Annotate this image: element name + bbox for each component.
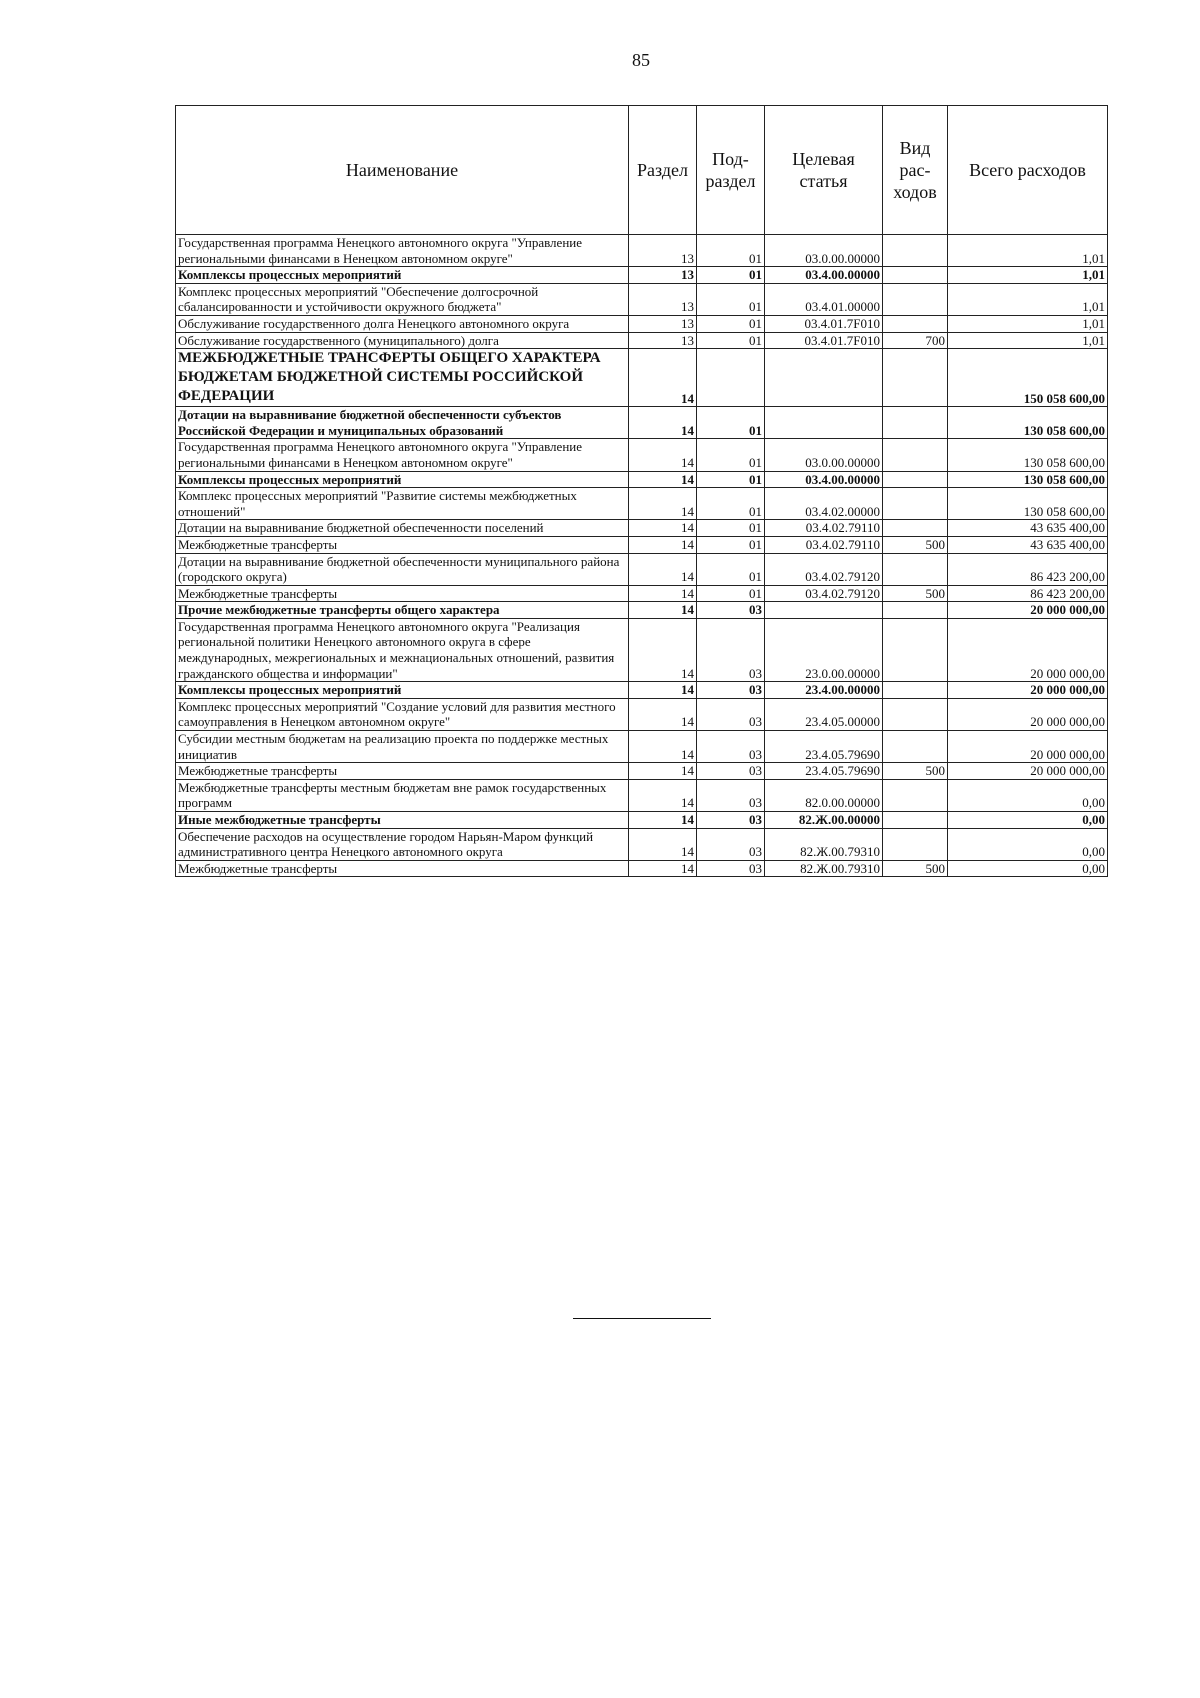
cell-target: 23.4.05.79690 bbox=[765, 731, 883, 763]
cell-section: 14 bbox=[629, 439, 697, 471]
cell-subsection bbox=[697, 349, 765, 407]
cell-total: 43 635 400,00 bbox=[948, 536, 1108, 553]
header-target: Целевая статья bbox=[765, 106, 883, 235]
cell-name: Межбюджетные трансферты bbox=[176, 763, 629, 780]
closing-rule bbox=[573, 1318, 711, 1319]
cell-section: 14 bbox=[629, 763, 697, 780]
cell-subsection: 01 bbox=[697, 553, 765, 585]
table-row bbox=[176, 267, 1108, 284]
cell-total: 0,00 bbox=[948, 828, 1108, 860]
table-row bbox=[176, 828, 1108, 860]
cell-total: 1,01 bbox=[948, 235, 1108, 267]
cell-subsection: 03 bbox=[697, 860, 765, 877]
table-row bbox=[176, 553, 1108, 585]
cell-total: 20 000 000,00 bbox=[948, 618, 1108, 681]
cell-target: 23.0.00.00000 bbox=[765, 618, 883, 681]
cell-subsection: 01 bbox=[697, 235, 765, 267]
cell-subsection: 03 bbox=[697, 763, 765, 780]
cell-name: Комплекс процессных мероприятий "Создание условий для развития местного самоуправления в Ненецком автономном округе" bbox=[176, 698, 629, 730]
cell-kind: 500 bbox=[883, 860, 948, 877]
cell-kind bbox=[883, 553, 948, 585]
cell-subsection: 03 bbox=[697, 682, 765, 699]
cell-name: Межбюджетные трансферты bbox=[176, 585, 629, 602]
cell-kind bbox=[883, 267, 948, 284]
cell-section: 13 bbox=[629, 332, 697, 349]
cell-kind bbox=[883, 618, 948, 681]
cell-kind bbox=[883, 315, 948, 332]
cell-section: 14 bbox=[629, 407, 697, 439]
cell-kind bbox=[883, 520, 948, 537]
cell-name: Комплекс процессных мероприятий "Развитие системы межбюджетных отношений" bbox=[176, 488, 629, 520]
cell-total: 0,00 bbox=[948, 812, 1108, 829]
cell-target: 03.4.02.79120 bbox=[765, 585, 883, 602]
cell-section: 14 bbox=[629, 860, 697, 877]
cell-name: Дотации на выравнивание бюджетной обеспеченности субъектов Российской Федерации и муниципальных образований bbox=[176, 407, 629, 439]
cell-subsection: 03 bbox=[697, 602, 765, 619]
cell-kind bbox=[883, 349, 948, 407]
cell-target: 03.4.01.7F010 bbox=[765, 332, 883, 349]
cell-section: 14 bbox=[629, 349, 697, 407]
table-row bbox=[176, 618, 1108, 681]
table-row bbox=[176, 471, 1108, 488]
cell-section: 14 bbox=[629, 828, 697, 860]
cell-name: Межбюджетные трансферты bbox=[176, 536, 629, 553]
page-number: 85 bbox=[632, 50, 650, 70]
header-name: Наименование bbox=[176, 106, 629, 235]
cell-subsection: 03 bbox=[697, 618, 765, 681]
cell-section: 14 bbox=[629, 520, 697, 537]
cell-kind bbox=[883, 235, 948, 267]
cell-section: 14 bbox=[629, 488, 697, 520]
cell-subsection: 03 bbox=[697, 779, 765, 811]
cell-subsection: 01 bbox=[697, 407, 765, 439]
cell-section: 13 bbox=[629, 283, 697, 315]
cell-total: 130 058 600,00 bbox=[948, 407, 1108, 439]
cell-subsection: 01 bbox=[697, 520, 765, 537]
cell-subsection: 03 bbox=[697, 698, 765, 730]
cell-total: 0,00 bbox=[948, 779, 1108, 811]
cell-kind bbox=[883, 488, 948, 520]
cell-target: 03.4.02.00000 bbox=[765, 488, 883, 520]
table-row bbox=[176, 283, 1108, 315]
cell-target: 23.4.05.00000 bbox=[765, 698, 883, 730]
cell-subsection: 01 bbox=[697, 471, 765, 488]
cell-name: Комплексы процессных мероприятий bbox=[176, 682, 629, 699]
cell-kind bbox=[883, 407, 948, 439]
cell-total: 130 058 600,00 bbox=[948, 439, 1108, 471]
cell-subsection: 01 bbox=[697, 332, 765, 349]
cell-section: 14 bbox=[629, 698, 697, 730]
table-row bbox=[176, 698, 1108, 730]
cell-section: 14 bbox=[629, 602, 697, 619]
cell-kind bbox=[883, 471, 948, 488]
cell-total: 86 423 200,00 bbox=[948, 585, 1108, 602]
cell-target bbox=[765, 349, 883, 407]
cell-kind: 500 bbox=[883, 536, 948, 553]
cell-kind: 500 bbox=[883, 585, 948, 602]
cell-target: 82.0.00.00000 bbox=[765, 779, 883, 811]
table-row bbox=[176, 763, 1108, 780]
cell-total: 150 058 600,00 bbox=[948, 349, 1108, 407]
table-row bbox=[176, 315, 1108, 332]
cell-kind: 700 bbox=[883, 332, 948, 349]
cell-section: 14 bbox=[629, 731, 697, 763]
cell-name: Обслуживание государственного (муниципального) долга bbox=[176, 332, 629, 349]
cell-kind bbox=[883, 439, 948, 471]
cell-total: 0,00 bbox=[948, 860, 1108, 877]
cell-subsection: 01 bbox=[697, 267, 765, 284]
cell-target: 03.0.00.00000 bbox=[765, 439, 883, 471]
cell-section: 14 bbox=[629, 682, 697, 699]
cell-name: Государственная программа Ненецкого автономного округа "Реализация региональной политики Ненецкого автономного округа в сфере международных, межрегиональных и межнациональных отношений, развития гражданского общества и информации" bbox=[176, 618, 629, 681]
cell-total: 1,01 bbox=[948, 267, 1108, 284]
header-kind: Вид рас-ходов bbox=[883, 106, 948, 235]
header-subsection: Под-раздел bbox=[697, 106, 765, 235]
cell-section: 14 bbox=[629, 536, 697, 553]
cell-section: 14 bbox=[629, 618, 697, 681]
cell-target: 03.4.02.79110 bbox=[765, 520, 883, 537]
cell-name: Межбюджетные трансферты местным бюджетам вне рамок государственных программ bbox=[176, 779, 629, 811]
cell-kind: 500 bbox=[883, 763, 948, 780]
cell-total: 20 000 000,00 bbox=[948, 682, 1108, 699]
cell-total: 1,01 bbox=[948, 283, 1108, 315]
cell-subsection: 01 bbox=[697, 585, 765, 602]
cell-name: Иные межбюджетные трансферты bbox=[176, 812, 629, 829]
table-row bbox=[176, 349, 1108, 407]
cell-section: 14 bbox=[629, 471, 697, 488]
table-row bbox=[176, 235, 1108, 267]
cell-name: Обслуживание государственного долга Ненецкого автономного округа bbox=[176, 315, 629, 332]
cell-total: 20 000 000,00 bbox=[948, 763, 1108, 780]
cell-kind bbox=[883, 682, 948, 699]
cell-target: 82.Ж.00.79310 bbox=[765, 828, 883, 860]
cell-target: 23.4.05.79690 bbox=[765, 763, 883, 780]
cell-name: Комплексы процессных мероприятий bbox=[176, 471, 629, 488]
table-row bbox=[176, 439, 1108, 471]
budget-table bbox=[175, 105, 1108, 877]
cell-total: 130 058 600,00 bbox=[948, 488, 1108, 520]
cell-kind bbox=[883, 283, 948, 315]
table-row bbox=[176, 536, 1108, 553]
cell-target: 03.4.00.00000 bbox=[765, 267, 883, 284]
cell-subsection: 01 bbox=[697, 536, 765, 553]
header-row bbox=[176, 106, 1108, 235]
table-row bbox=[176, 488, 1108, 520]
cell-subsection: 03 bbox=[697, 812, 765, 829]
cell-name: Государственная программа Ненецкого автономного округа "Управление региональными финансами в Ненецком автономном округе" bbox=[176, 235, 629, 267]
cell-name: Комплексы процессных мероприятий bbox=[176, 267, 629, 284]
cell-name: Межбюджетные трансферты bbox=[176, 860, 629, 877]
table-row bbox=[176, 332, 1108, 349]
cell-subsection: 01 bbox=[697, 439, 765, 471]
cell-target: 82.Ж.00.79310 bbox=[765, 860, 883, 877]
cell-subsection: 01 bbox=[697, 488, 765, 520]
header-total: Всего расходов bbox=[948, 106, 1108, 235]
cell-name: Обеспечение расходов на осуществление городом Нарьян-Маром функций административного центра Ненецкого автономного округа bbox=[176, 828, 629, 860]
cell-kind bbox=[883, 731, 948, 763]
cell-section: 14 bbox=[629, 553, 697, 585]
cell-section: 13 bbox=[629, 267, 697, 284]
cell-name: МЕЖБЮДЖЕТНЫЕ ТРАНСФЕРТЫ ОБЩЕГО ХАРАКТЕРА БЮДЖЕТАМ БЮДЖЕТНОЙ СИСТЕМЫ РОССИЙСКОЙ ФЕДЕРАЦИИ bbox=[176, 349, 629, 407]
cell-section: 13 bbox=[629, 315, 697, 332]
cell-section: 14 bbox=[629, 779, 697, 811]
cell-kind bbox=[883, 698, 948, 730]
cell-total: 86 423 200,00 bbox=[948, 553, 1108, 585]
cell-target: 23.4.00.00000 bbox=[765, 682, 883, 699]
table-row bbox=[176, 602, 1108, 619]
cell-target: 82.Ж.00.00000 bbox=[765, 812, 883, 829]
cell-target bbox=[765, 602, 883, 619]
cell-total: 1,01 bbox=[948, 332, 1108, 349]
cell-total: 130 058 600,00 bbox=[948, 471, 1108, 488]
cell-section: 14 bbox=[629, 812, 697, 829]
cell-total: 20 000 000,00 bbox=[948, 731, 1108, 763]
cell-name: Прочие межбюджетные трансферты общего характера bbox=[176, 602, 629, 619]
table-row bbox=[176, 682, 1108, 699]
cell-name: Государственная программа Ненецкого автономного округа "Управление региональными финансами в Ненецком автономном округе" bbox=[176, 439, 629, 471]
cell-target: 03.4.01.00000 bbox=[765, 283, 883, 315]
table-row bbox=[176, 812, 1108, 829]
cell-kind bbox=[883, 828, 948, 860]
cell-section: 14 bbox=[629, 585, 697, 602]
table-row bbox=[176, 860, 1108, 877]
cell-subsection: 01 bbox=[697, 315, 765, 332]
cell-name: Дотации на выравнивание бюджетной обеспеченности муниципального района (городского округа) bbox=[176, 553, 629, 585]
cell-section: 13 bbox=[629, 235, 697, 267]
cell-total: 20 000 000,00 bbox=[948, 698, 1108, 730]
cell-subsection: 01 bbox=[697, 283, 765, 315]
cell-target: 03.4.02.79110 bbox=[765, 536, 883, 553]
cell-name: Субсидии местным бюджетам на реализацию проекта по поддержке местных инициатив bbox=[176, 731, 629, 763]
cell-name: Комплекс процессных мероприятий "Обеспечение долгосрочной сбалансированности и устойчивости окружного бюджета" bbox=[176, 283, 629, 315]
table-row bbox=[176, 585, 1108, 602]
table-row bbox=[176, 731, 1108, 763]
cell-target: 03.4.02.79120 bbox=[765, 553, 883, 585]
header-section: Раздел bbox=[629, 106, 697, 235]
table-row bbox=[176, 407, 1108, 439]
cell-total: 1,01 bbox=[948, 315, 1108, 332]
table-row bbox=[176, 520, 1108, 537]
cell-subsection: 03 bbox=[697, 731, 765, 763]
cell-target: 03.4.00.00000 bbox=[765, 471, 883, 488]
cell-target: 03.4.01.7F010 bbox=[765, 315, 883, 332]
cell-target: 03.0.00.00000 bbox=[765, 235, 883, 267]
cell-subsection: 03 bbox=[697, 828, 765, 860]
cell-total: 43 635 400,00 bbox=[948, 520, 1108, 537]
cell-kind bbox=[883, 812, 948, 829]
table-row bbox=[176, 779, 1108, 811]
cell-kind bbox=[883, 779, 948, 811]
cell-kind bbox=[883, 602, 948, 619]
cell-name: Дотации на выравнивание бюджетной обеспеченности поселений bbox=[176, 520, 629, 537]
cell-total: 20 000 000,00 bbox=[948, 602, 1108, 619]
cell-target bbox=[765, 407, 883, 439]
